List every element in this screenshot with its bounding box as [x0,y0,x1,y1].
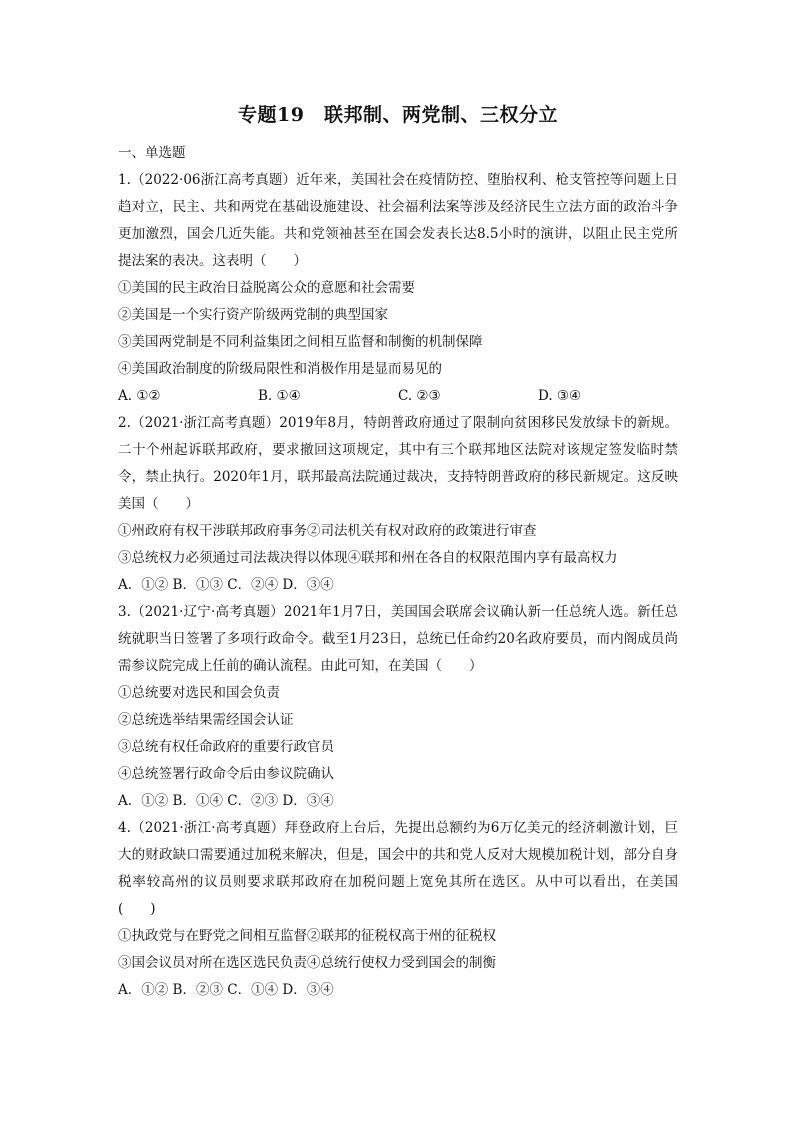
question-1 [118,167,678,410]
question-stem: 4.（2021·浙江·高考真题）拜登政府上台后，先提出总额约为6万亿美元的经济刺激计划，巨大的财政缺口需要通过加税来解决，但是，国会中的共和党人反对大规模加税计划，部分自身税率较高州的议员则要求联邦政府在加税问题上宽免其所在选区。从中可以看出，在美国( ) [118,820,678,917]
question-option: ①总统要对选民和国会负责 [118,685,280,701]
question-option: ③总统权力必须通过司法裁决得以体现④联邦和州在各自的权限范围内享有最高权力 [118,550,618,566]
question-option: ①美国的民主政治日益脱离公众的意愿和社会需要 [118,280,415,296]
question-stem: 1.（2022·06浙江高考真题）近年来，美国社会在疫情防控、堕胎权利、枪支管控等问题上日趋对立，民主、共和两党在基础设施建设、社会福利法案等涉及经济民生立法方面的政治斗争更加激烈，国会几近失能。共和党领袖甚至在国会发表长达8.5小时的演讲，以阻止民主党所提法案的表决。这表明（ ） [118,172,678,269]
answer-choice-c[interactable]: C. ②③ [398,388,441,404]
answer-choices [118,383,678,410]
section-heading: 一、单选题 [118,145,186,161]
page-title: 专题19 联邦制、两党制、三权分立 [238,104,558,126]
answer-choice-b[interactable]: B. ①④ [258,388,301,404]
answer-choice-d[interactable]: D. ③④ [538,388,582,404]
question-option: ③总统有权任命政府的重要行政官员 [118,739,334,755]
question-option: ①州政府有权干涉联邦政府事务②司法机关有权对政府的政策进行审查 [118,523,537,539]
question-option: ②美国是一个实行资产阶级两党制的典型国家 [118,307,388,323]
document-page [118,100,678,1004]
question-option: ②总统选举结果需经国会认证 [118,712,294,728]
answer-choices[interactable]: A．①② B．①③ C．②④ D．③④ [118,577,334,593]
question-3 [118,599,678,815]
question-2 [118,410,678,599]
answer-choices[interactable]: A．①② B．②③ C．①④ D．③④ [118,982,334,998]
question-option: ③国会议员对所在选区选民负责④总统行使权力受到国会的制衡 [118,955,496,971]
question-4 [118,815,678,1004]
question-option: ③美国两党制是不同利益集团之间相互监督和制衡的机制保障 [118,334,483,350]
question-option: ①执政党与在野党之间相互监督②联邦的征税权高于州的征税权 [118,928,496,944]
question-option: ④总统签署行政命令后由参议院确认 [118,766,334,782]
question-option: ④美国政治制度的阶级局限性和消极作用是显而易见的 [118,361,442,377]
question-stem: 3.（2021·辽宁·高考真题）2021年1月7日，美国国会联席会议确认新一任总统人选。新任总统就职当日签署了多项行政命令。截至1月23日，总统已任命约20名政府要员，而内阁成员尚需参议院完成上任前的确认流程。由此可知，在美国（ ） [118,604,678,674]
answer-choices[interactable]: A．①② B．①④ C．②③ D．③④ [118,793,334,809]
question-stem: 2.（2021·浙江高考真题）2019年8月，特朗普政府通过了限制向贫困移民发放绿卡的新规。二十个州起诉联邦政府，要求撤回这项规定，其中有三个联邦地区法院对该规定签发临时禁令，禁止执行。2020年1月，联邦最高法院通过裁决，支持特朗普政府的移民新规定。这反映美国（ ） [118,415,678,512]
answer-choice-a[interactable]: A. ①② [118,388,161,404]
